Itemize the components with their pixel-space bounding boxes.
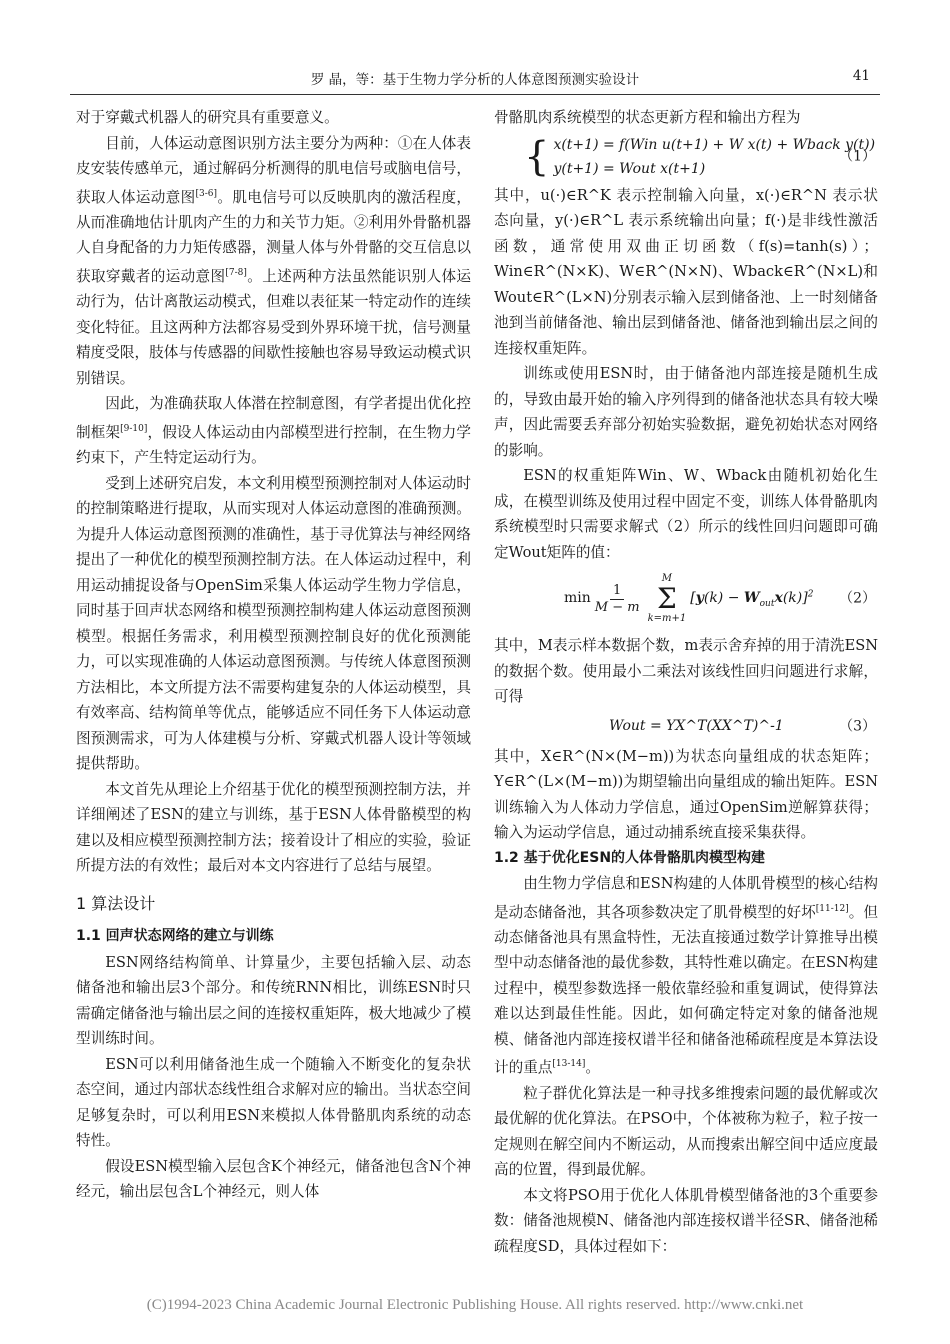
paragraph: 骨骼肌肉系统模型的状态更新方程和输出方程为: [494, 109, 801, 126]
equation-line: x(t+1) = f(Win u(t+1) + W x(t) + Wback y(t)): [553, 136, 876, 153]
equation-3: [494, 710, 878, 744]
subsection-heading: 1.2 基于优化ESN的人体骨骼肌肉模型构建: [494, 849, 766, 866]
citation: [7-8]: [225, 267, 247, 278]
paragraph: 由生物力学信息和ESN构建的人体肌骨模型的核心结构是动态储备池，其各项参数决定了肌骨模型的好坏[11-12]。但动态储备池具有黑盒特性，无法直接通过数学计算推导出模型中动态储备池的最优参数，其特性难以确定。在ESN构建过程中，模型参数选择一般依靠经验和重复调试，使得算法难以达到最佳性能。因此，如何确定特定对象的储备池规模、储备池内部连接权谱半径和储备池稀疏程度是本算法设计的重点[13-14]。: [494, 875, 878, 1077]
equation-2: min $\frac{1}{M - m}$ M Σ k=m+1 $[y(k) - W_{out}x(k)]^2$ （2）: [564, 573, 876, 624]
citation: [13-14]: [552, 1059, 586, 1070]
paragraph: ESN可以利用储备池生成一个随输入不断变化的复杂状态空间，通过内部状态线性组合求解对应的输出。当状态空间足够复杂时，可以利用ESN来模拟人体骨骼肌肉系统的动态特性。: [76, 1055, 471, 1150]
paragraph: 本文将PSO用于优化人体肌骨模型储备池的3个重要参数：储备池规模N、储备池内部连接权谱半径SR、储备池稀疏程度SD，具体过程如下：: [494, 1186, 879, 1255]
paragraph: 本文首先从理论上介绍基于优化的模型预测控制方法，并详细阐述了ESN的建立与训练，基于ESN人体骨骼模型的构建以及相应模型预测控制方法；接着设计了相应的实验，验证所提方法的有效性；最后对本文内容进行了总结与展望。: [76, 780, 471, 875]
equation-line: y(t+1) = Wout x(t+1): [553, 160, 706, 177]
citation: [9-10]: [120, 423, 148, 434]
equation-line: Wout = YX^T(XX^T)^-1: [609, 717, 784, 734]
right-column: [494, 105, 878, 1259]
paragraph: 粒子群优化算法是一种寻找多维搜索问题的最优解或次最优解的优化算法。在PSO中，个体被称为粒子，粒子按一定规则在解空间内不断运动，从而搜索出解空间中适应度最高的位置，得到最优解。: [494, 1084, 878, 1179]
paragraph: 受到上述研究启发，本文利用模型预测控制对人体运动时的控制策略进行提取，从而实现对人体运动意图的准确预测。为提升人体运动意图预测的准确性，基于寻优算法与神经网络提出了一种优化的模型预测控制方法。在人体运动过程中，利用运动捕捉设备与OpenSim采集人体运动学生物力学信息，同时基于回声状态网络和模型预测控制构建人体运动意图预测模型。根据任务需求，利用模型预测控制良好的优化预测能力，可以实现准确的人体运动意图预测。与传统人体意图预测方法相比，本文所提方法不需要构建复杂的人体运动模型，具有效率高、结构简单等优点，能够适应不同任务下人体运动意图预测需求，可为人体建模与分析、穿戴式机器人设计等领域提供帮助。: [76, 474, 471, 773]
citation: [3-6]: [195, 188, 218, 199]
paragraph: ESN网络结构简单、计算量少，主要包括输入层、动态储备池和输出层3个部分。和传统RNN相比，训练ESN时只需确定储备池与输出层之间的连接权重矩阵，极大地减少了模型训练时间。: [76, 953, 471, 1048]
paragraph: 因此，为准确获取人体潜在控制意图，有学者提出优化控制框架[9-10]，假设人体运动由内部模型进行控制，在生物力学约束下，产生特定运动行为。: [76, 395, 471, 467]
running-title: 罗 晶，等：基于生物力学分析的人体意图预测实验设计: [310, 72, 640, 88]
page-number: 41: [852, 68, 870, 84]
paragraph: ESN的权重矩阵Win、W、Wback由随机初始化生成，在模型训练及使用过程中固定不变，训练人体骨骼肌肉系统模型时只需要求解式（2）所示的线性回归问题即可确定Wout矩阵的值：: [494, 467, 878, 561]
paragraph: 其中，X∈R^(N×(M−m))为状态向量组成的状态矩阵；Y∈R^(L×(M−m))为期望输出向量组成的输出矩阵。ESN训练输入为人体动力学信息，通过OpenSim逆解算获得；输入为运动学信息，通过动捕系统直接采集获得。: [494, 747, 878, 841]
equation-number: （2）: [839, 590, 876, 607]
copyright-footer: (C)1994-2023 China Academic Journal Electronic Publishing House. All rights reserved. http://www.cnki.net: [146, 1297, 804, 1313]
running-header: [70, 68, 880, 90]
paragraph: 其中，M表示样本数据个数，m表示舍弃掉的用于清洗ESN的数据个数。使用最小二乘法对该线性回归问题进行求解，可得: [494, 637, 878, 705]
paragraph: 假设ESN模型输入层包含K个神经元，储备池包含N个神经元，输出层包含L个神经元，则人体: [76, 1157, 471, 1201]
paragraph: 训练或使用ESN时，由于储备池内部连接是随机生成的，导致由最开始的输入序列得到的储备池状态具有较大噪声，因此需要丢弃部分初始实验数据，避免初始状态对网络的影响。: [494, 365, 878, 459]
equation-number: （1）: [839, 147, 876, 164]
paragraph: 其中，u(·)∈R^K 表示控制输入向量，x(·)∈R^N 表示状态向量，y(·)∈R^L 表示系统输出向量；f(·)是非线性激活函数，通常使用双曲正切函数（f(s)=tanh(s)）；Win∈R^(N×K)、W∈R^(N×N)、Wback∈R^(N×L)和Wout∈R^(L×N)分别表示输入层到储备池、上一时刻储备池到当前储备池、输出层到储备池、储备池到输出层之间的连接权重矩阵。: [494, 186, 878, 357]
subsection-heading: 1.1 回声状态网络的建立与训练: [76, 928, 274, 945]
paragraph: 对于穿戴式机器人的研究具有重要意义。: [76, 109, 339, 126]
equation-1: { x(t+1) = f(Win u(t+1) + W x(t) + Wback y(t)) y(t+1) = Wout x(t+1) （1）: [524, 133, 876, 180]
left-column: [76, 105, 471, 1205]
section-heading: 1 算法设计: [76, 893, 156, 913]
paragraph: 目前，人体运动意图识别方法主要分为两种：①在人体表皮安装传感单元，通过解码分析测得的肌电信号或脑电信号，获取人体运动意图[3-6]。肌电信号可以反映肌肉的激活程度，从而准确地估计肌肉产生的力和关节力矩。②利用外骨骼机器人自身配备的力力矩传感器，测量人体与外骨骼的交互信息以获取穿戴者的运动意图[7-8]。上述两种方法虽然能识别人体运动行为，估计离散运动模式，但难以表征某一特定动作的连续变化特征。且这两种方法都容易受到外界环境干扰，信号测量精度受限，肢体与传感器的间歇性接触也容易导致运动模式识别错误。: [76, 134, 471, 387]
citation: [11-12]: [815, 903, 849, 914]
header-rule: [70, 94, 880, 95]
equation-number: （3）: [839, 717, 876, 734]
